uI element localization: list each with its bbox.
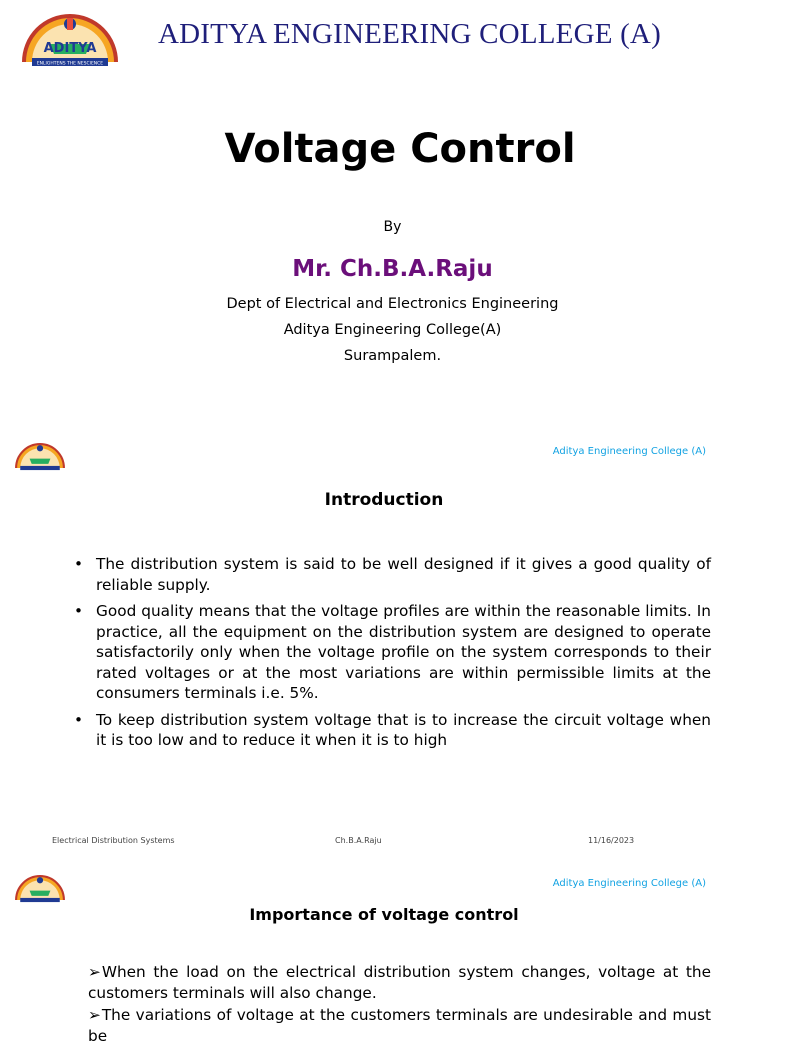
arrow-list	[88, 962, 711, 1048]
slide-heading: Introduction	[324, 490, 444, 510]
list-item	[70, 554, 711, 595]
list-item	[70, 601, 711, 704]
list-item	[70, 710, 711, 751]
aditya-logo-icon	[14, 438, 66, 472]
college-line: Aditya Engineering College(A)	[283, 322, 502, 338]
list-item	[88, 962, 711, 1003]
page-title: Voltage Control	[224, 126, 576, 172]
college-label: Aditya Engineering College (A)	[552, 446, 706, 457]
list-item	[88, 1005, 711, 1046]
footer-author: Ch.B.A.Raju	[335, 836, 382, 845]
bullet-text: The distribution system is said to be well designed if it gives a good quality of reliable supply.	[96, 555, 711, 594]
importance-slide	[0, 864, 768, 1045]
bullet-text: To keep distribution system voltage that is to increase the circuit voltage when it is too low and to reduce it when it is to high	[96, 710, 711, 749]
college-title: ADITYA ENGINEERING COLLEGE (A)	[158, 18, 661, 50]
aditya-logo-icon	[20, 6, 120, 68]
footer-date: 11/16/2023	[588, 836, 635, 845]
author-name: Mr. Ch.B.A.Raju	[292, 256, 493, 282]
arrow-bullet-icon: ➢	[88, 963, 101, 981]
bullet-list	[70, 554, 711, 757]
department-line: Dept of Electrical and Electronics Engineering	[226, 296, 559, 312]
logo-text: ADITYA	[43, 41, 97, 56]
item-text: When the load on the electrical distribution system changes, voltage at the customers terminals will also change.	[88, 963, 711, 1002]
aditya-logo-icon	[14, 870, 66, 904]
bullet-icon: •	[74, 602, 84, 620]
bullet-text: Good quality means that the voltage profiles are within the reasonable limits. In practice, all the equipment on the distribution system are designed to operate satisfactorily only when the voltage profile on the system corresponds to their rated voltages or at the most variations are within permissible limits at the consumers terminals i.e. 5%.	[96, 602, 711, 702]
slide-heading: Importance of voltage control	[249, 905, 519, 924]
introduction-slide	[0, 432, 768, 850]
item-text: The variations of voltage at the customers terminals are undesirable and must be	[88, 1006, 711, 1045]
logo-tagline: ENLIGHTENS THE NESCIENCE	[36, 61, 104, 67]
footer-course: Electrical Distribution Systems	[52, 836, 175, 845]
bullet-icon: •	[74, 555, 84, 573]
title-slide	[0, 0, 768, 420]
place-line: Surampalem.	[343, 348, 442, 364]
college-label: Aditya Engineering College (A)	[552, 878, 706, 889]
arrow-bullet-icon: ➢	[88, 1006, 101, 1024]
by-label: By	[383, 219, 402, 235]
bullet-icon: •	[74, 710, 84, 729]
